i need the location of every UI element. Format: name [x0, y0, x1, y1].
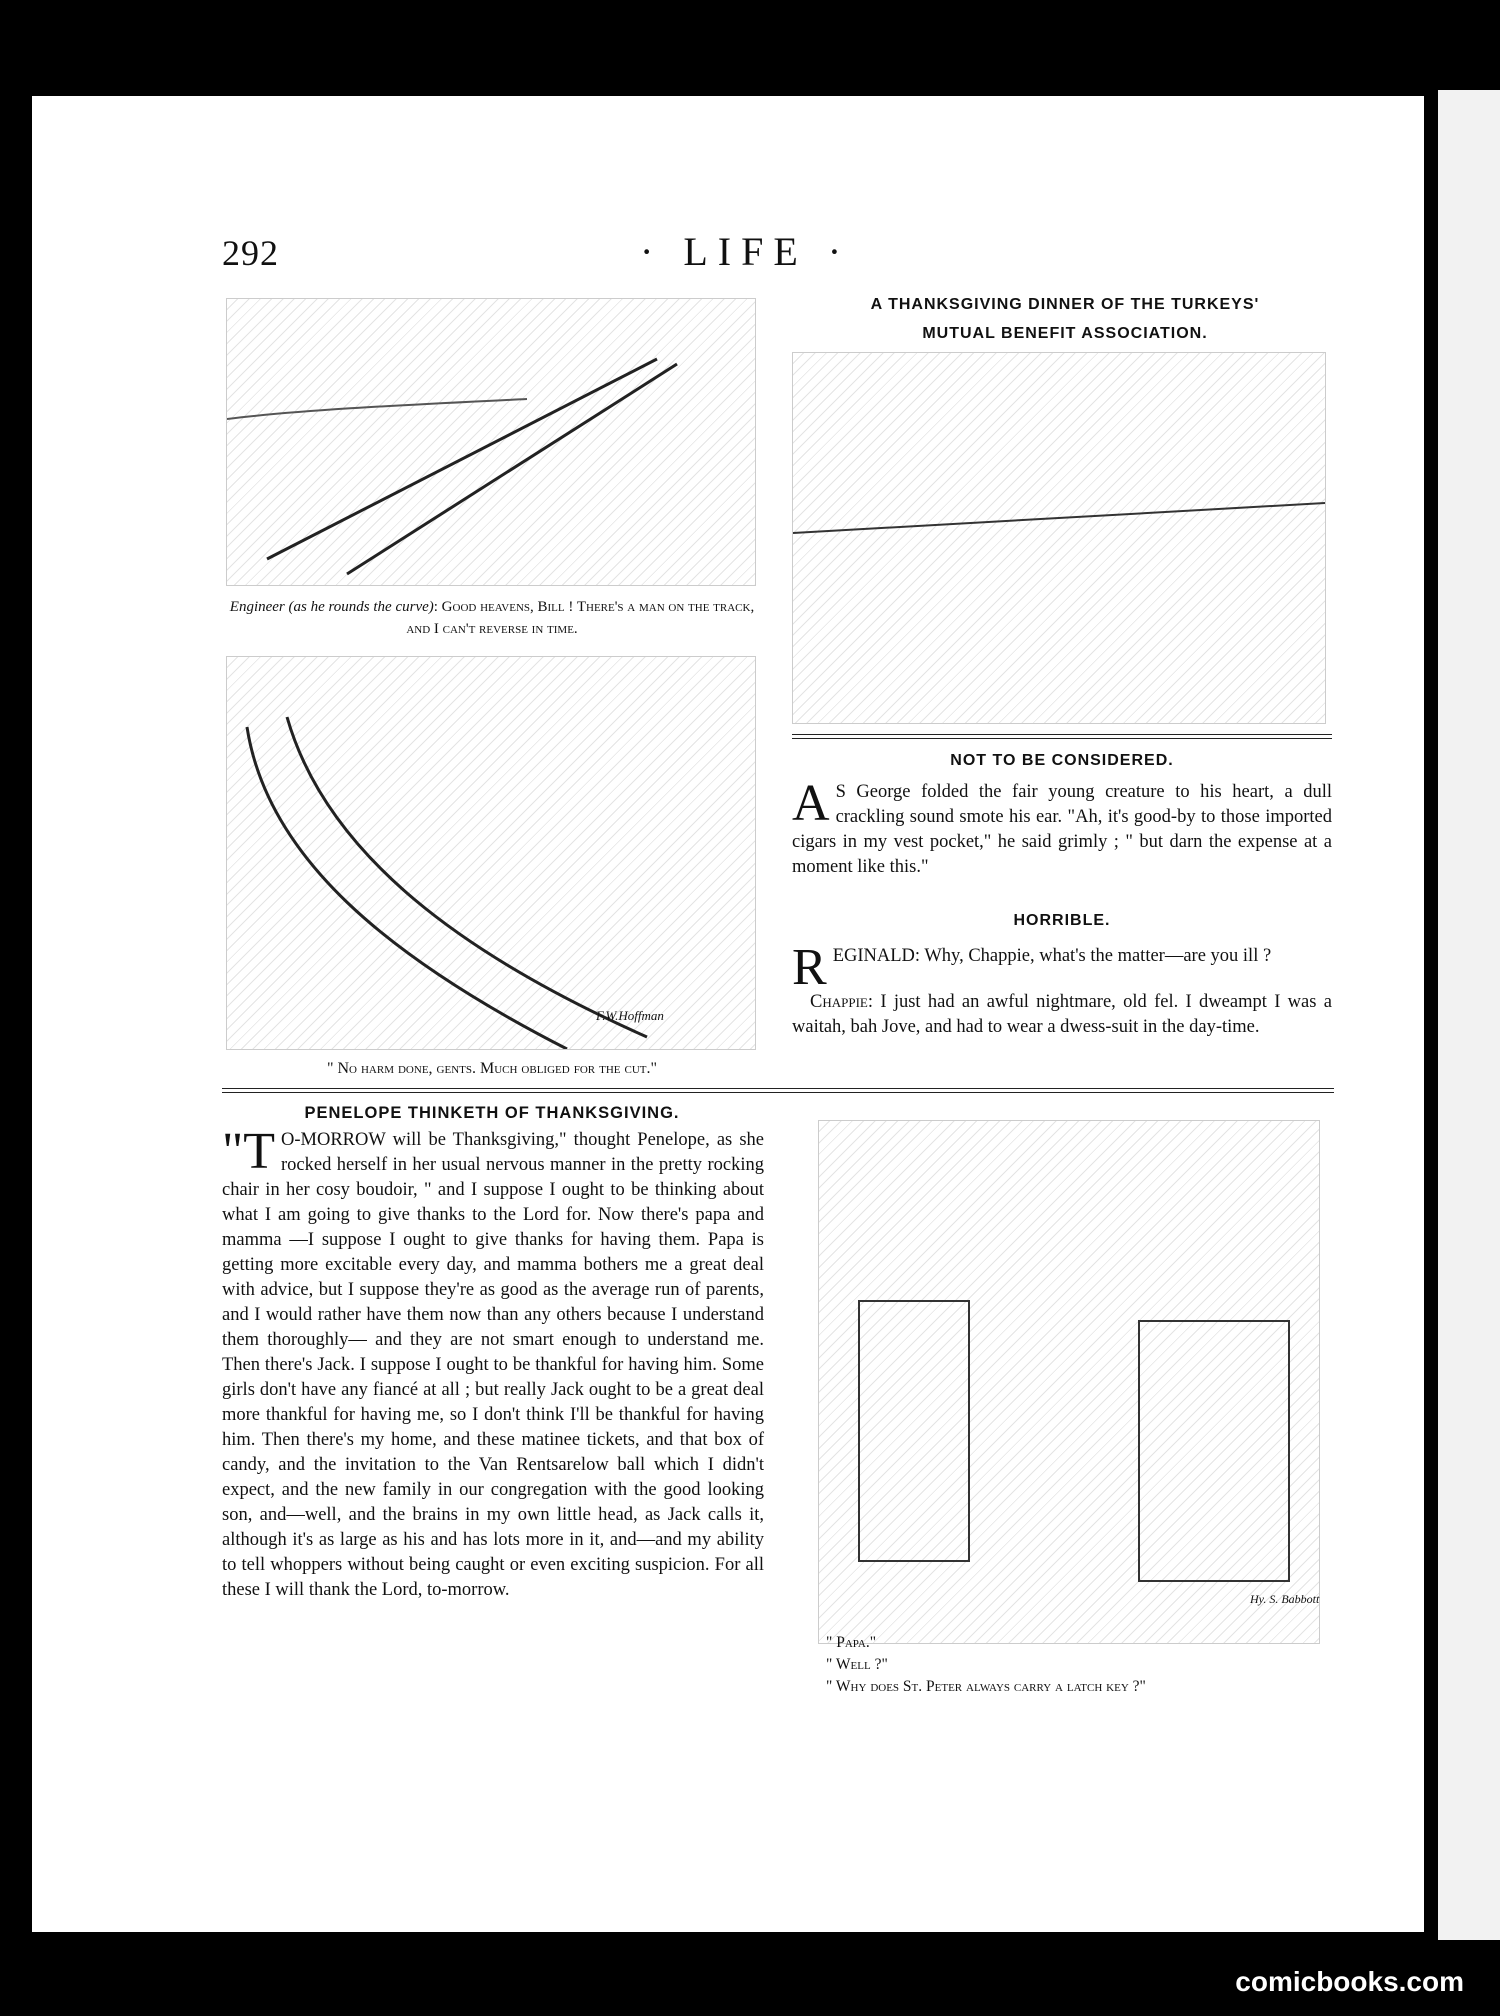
caption-italic-part: Engineer (as he rounds the curve): [229, 599, 434, 615]
horrible-title: HORRIBLE.: [1013, 912, 1111, 929]
penelope-open-quote: ": [222, 1123, 244, 1180]
penelope-title: PENELOPE THINKETH OF THANKSGIVING.: [304, 1104, 680, 1122]
turkeys-title-line2: MUTUAL BENEFIT ASSOCIATION.: [922, 325, 1208, 342]
penelope-dropcap: [222, 1123, 275, 1180]
railroad-caption-1: [222, 596, 762, 640]
not-considered-body: [792, 775, 1332, 880]
watermark: comicbooks.com: [1235, 1966, 1464, 1997]
papa-illustration: [818, 1120, 1320, 1644]
railroad-track-drawing-1: [227, 299, 755, 585]
horrible-speaker: Chappie: [810, 992, 868, 1012]
page-number: 292: [222, 233, 279, 273]
horrible-para-2: [792, 990, 1332, 1040]
turkeys-illustration: [792, 352, 1326, 724]
penelope-dropcap-letter: T: [243, 1123, 275, 1180]
railroad-track-drawing-2: [227, 657, 755, 1049]
railroad-illustration-1: [226, 298, 756, 586]
section-rule-2: [222, 1088, 1334, 1093]
horrible-dropcap: R: [792, 939, 827, 996]
turkeys-title: [790, 290, 1340, 348]
penelope-text: O-MORROW will be Thanksgiving," thought Penelope, as she rocked herself in her usual nervous manner in the pretty rocking chair in her cosy boudoir, " and I suppose I ought to be thinking about what I am going to give thanks to the Lord for. Now there's papa and mamma —I suppose I ought to give thanks for having them. Papa is getting more excitable every day, and mamma bothers me a great deal with advice, but I suppose they're as good as the average run of parents, and I would rather have them now than any others because I understand them thoroughly— and they are not smart enough to understand me. Then there's Jack. I suppose I ought to be thankful for having him. Some girls don't have any fiancé at all ; but really Jack ought to be a great deal more thankful for having me, so I don't think I'll be thankful for having him. Then there's my home, and these matinee tickets, and that box of candy, and the invitation to the Van Rentsarelow ball which I didn't expect, and the new family in our congregation with the good looking son, and—well, and the brains in my own little head, as Jack calls it, although it's as large as his and has lots more in it, and—and my ability to tell whoppers without being caught or even exciting suspicion. For all these I will thank the Lord, to-morrow.: [222, 1130, 764, 1600]
not-considered-text: S George folded the fair young creature to his heart, a dull crackling sound smote his ear. "Ah, it's good-by to those imported cigars in my vest pocket," he said grimly ; " but darn the expense at a moment like this.": [792, 782, 1332, 877]
railroad-signature: F.W.Hoffman: [596, 1008, 664, 1023]
horrible-body: [792, 939, 1332, 1040]
masthead: · LIFE ·: [640, 229, 852, 274]
penelope-body: [222, 1123, 764, 1603]
papa-caption-line2: " Well ?": [826, 1656, 888, 1673]
turkeys-title-line1: A THANKSGIVING DINNER OF THE TURKEYS': [870, 296, 1260, 313]
next-page-edge: [1438, 90, 1500, 1940]
papa-caption-line3: " Why does St. Peter always carry a latch key ?": [826, 1678, 1146, 1695]
papa-son-drawing: [819, 1121, 1319, 1643]
not-considered-title: NOT TO BE CONSIDERED.: [950, 752, 1174, 769]
railroad-caption-2: " No harm done, gents. Much obliged for the cut.": [326, 1060, 658, 1077]
papa-signature: Hy. S. Babbott: [1250, 1592, 1320, 1606]
papa-caption-line1: " Papa.": [826, 1634, 877, 1651]
papa-caption: [826, 1632, 1326, 1698]
turkeys-table-drawing: [793, 353, 1325, 723]
not-considered-dropcap: A: [792, 775, 830, 832]
section-rule-1: [792, 734, 1332, 739]
horrible-para-1: [792, 939, 1332, 996]
horrible-line1: EGINALD: Why, Chappie, what's the matter—are you ill ?: [832, 946, 1272, 966]
horrible-line2: : I just had an awful nightmare, old fel. I dweampt I was a waitah, bah Jove, and had to wear a dwess-suit in the day-time.: [792, 992, 1332, 1037]
caption-rest: : Good heavens, Bill ! There's a man on the track, and I can't reverse in time.: [406, 599, 755, 637]
railroad-illustration-2: [226, 656, 756, 1050]
